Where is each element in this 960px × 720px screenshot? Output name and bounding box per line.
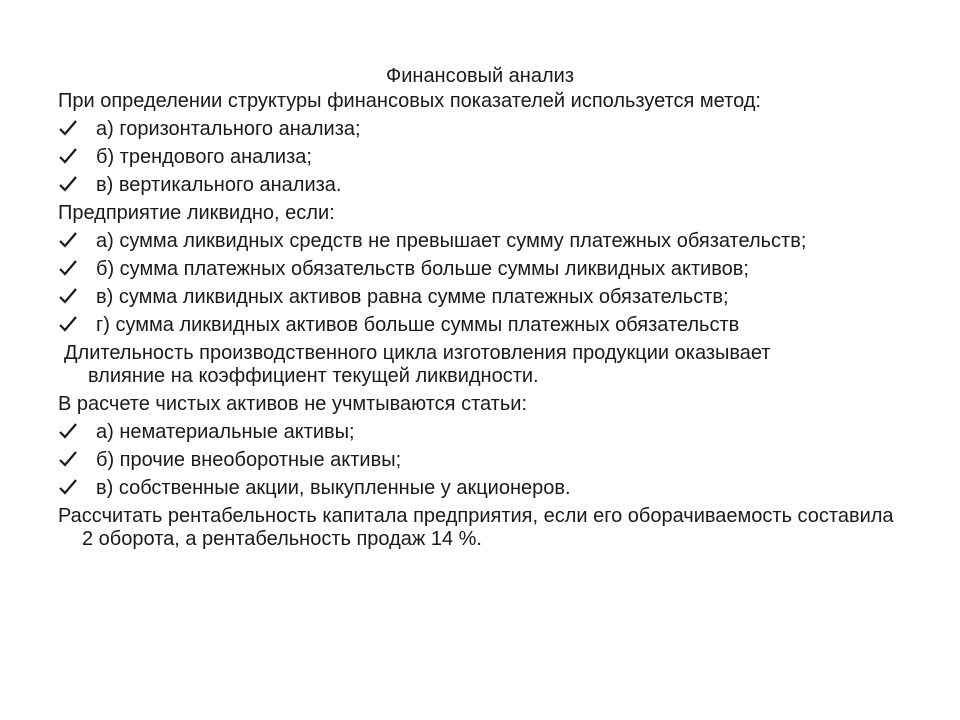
option-assets-equal — [58, 286, 938, 309]
option-obligations-greater — [58, 258, 938, 281]
option-horizontal-analysis — [58, 118, 938, 141]
slide-content — [58, 90, 938, 556]
option-text: а) сумма ликвидных средств не превышает сумму платежных обязательств; — [96, 230, 807, 252]
checkmark-icon — [58, 314, 80, 336]
option-liquid-not-exceed — [58, 230, 938, 253]
option-text: в) собственные акции, выкупленные у акционеров. — [96, 477, 571, 499]
option-vertical-analysis — [58, 174, 938, 197]
option-text: в) вертикального анализа. — [96, 174, 342, 196]
option-text: в) сумма ликвидных активов равна сумме платежных обязательств; — [96, 286, 729, 308]
option-assets-greater — [58, 314, 938, 337]
checkmark-icon — [58, 449, 80, 471]
checkmark-icon — [58, 258, 80, 280]
statement-production-cycle: Длительность производственного цикла изготовления продукции оказывает влияние на коэффициент текущей ликвидности. — [64, 342, 771, 387]
option-intangible-assets — [58, 421, 938, 444]
option-other-noncurrent — [58, 449, 938, 472]
checkmark-icon — [58, 146, 80, 168]
option-text: а) горизонтального анализа; — [96, 118, 361, 140]
checkmark-icon — [58, 421, 80, 443]
slide-title: Финансовый анализ — [386, 65, 574, 87]
question-return-on-capital: Рассчитать рентабельность капитала предприятия, если его оборачиваемость составила 2 оборота, а рентабельность продаж 14 %. — [58, 505, 894, 550]
checkmark-icon — [58, 118, 80, 140]
checkmark-icon — [58, 286, 80, 308]
option-text: б) сумма платежных обязательств больше суммы ликвидных активов; — [96, 258, 749, 280]
question-structure-method: При определении структуры финансовых показателей используется метод: — [58, 90, 761, 112]
option-text: г) сумма ликвидных активов больше суммы платежных обязательств — [96, 314, 740, 336]
option-text: б) трендового анализа; — [96, 146, 312, 168]
checkmark-icon — [58, 230, 80, 252]
question-liquidity: Предприятие ликвидно, если: — [58, 202, 335, 224]
option-treasury-shares — [58, 477, 938, 500]
checkmark-icon — [58, 174, 80, 196]
option-text: а) нематериальные активы; — [96, 421, 355, 443]
checkmark-icon — [58, 477, 80, 499]
option-text: б) прочие внеоборотные активы; — [96, 449, 402, 471]
question-net-assets: В расчете чистых активов не учмтываются статьи: — [58, 393, 527, 415]
option-trend-analysis — [58, 146, 938, 169]
